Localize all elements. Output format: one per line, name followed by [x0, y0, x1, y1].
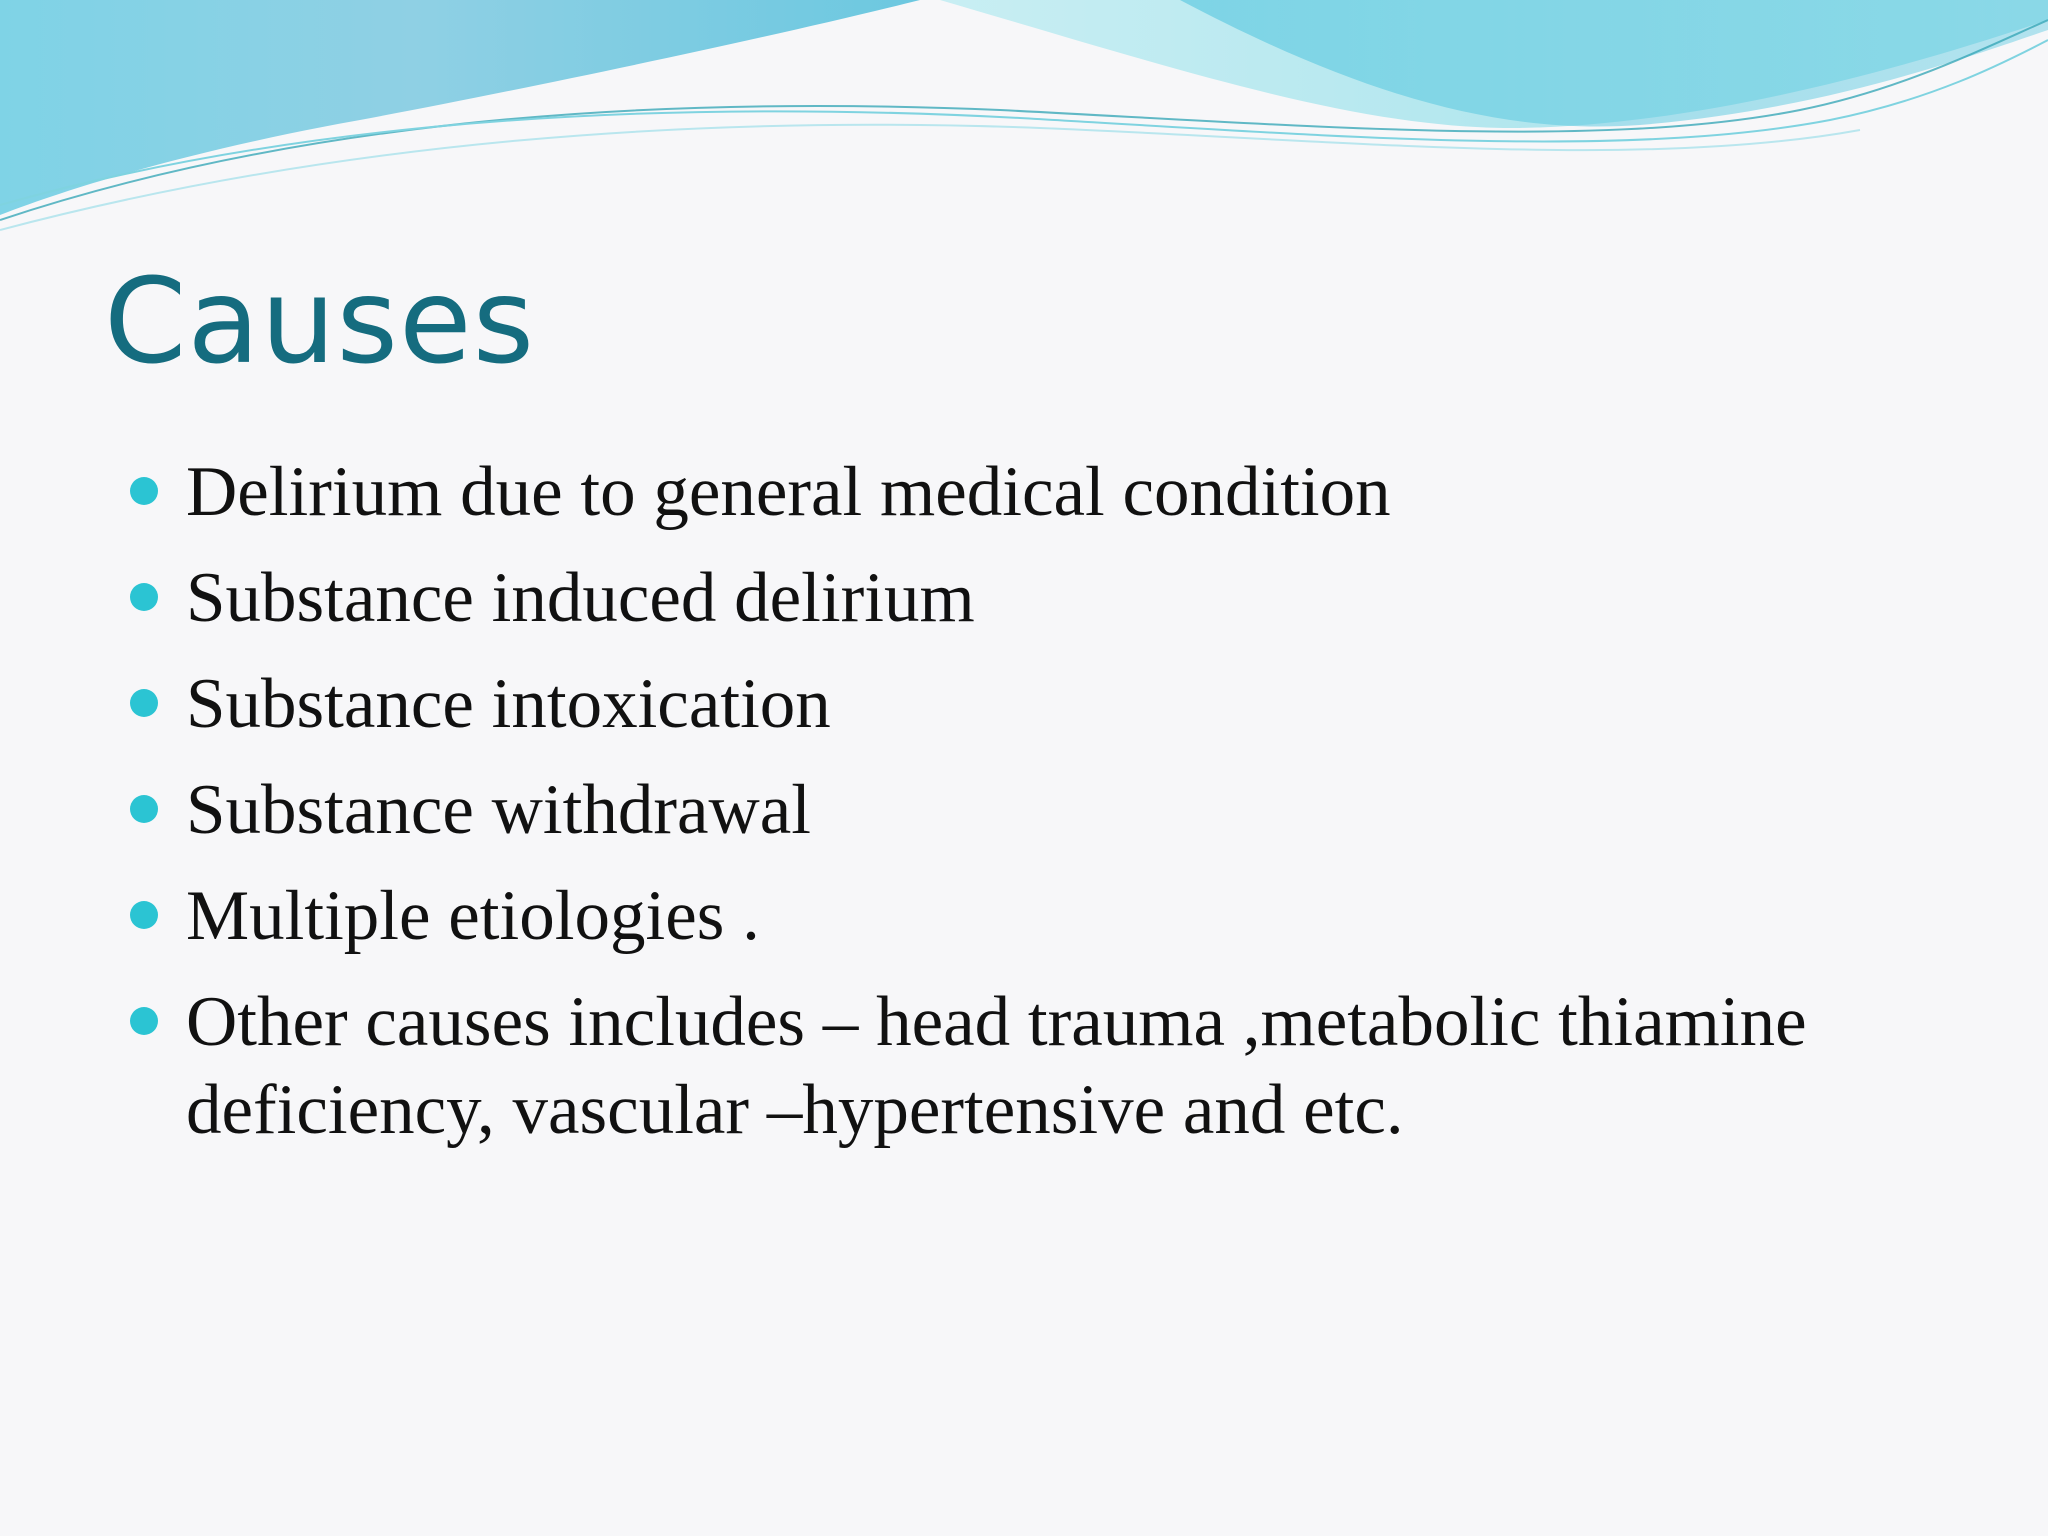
bullet-icon: [130, 1007, 158, 1035]
bullet-item: [130, 448, 2010, 536]
header-wave-decoration: [0, 0, 2048, 240]
bullet-item: [130, 554, 2010, 642]
bullet-icon: [130, 901, 158, 929]
bullet-text: Substance withdrawal: [186, 771, 812, 849]
bullet-item: [130, 872, 2010, 960]
bullet-icon: [130, 477, 158, 505]
bullet-item: [130, 660, 2010, 748]
bullet-item: [130, 766, 2010, 854]
bullet-icon: [130, 795, 158, 823]
bullet-icon: [130, 689, 158, 717]
bullet-text: Other causes includes – head trauma ,metabolic thiamine deficiency, vascular –hypertensive and etc.: [186, 983, 1807, 1149]
bullet-text: Multiple etiologies .: [186, 877, 760, 955]
bullet-text: Substance intoxication: [186, 665, 831, 743]
bullet-icon: [130, 583, 158, 611]
bullet-list: [130, 448, 2010, 1172]
bullet-text: Substance induced delirium: [186, 559, 975, 637]
bullet-text: Delirium due to general medical condition: [186, 453, 1391, 531]
slide-title: Causes: [104, 252, 536, 390]
bullet-item: [130, 978, 2010, 1154]
